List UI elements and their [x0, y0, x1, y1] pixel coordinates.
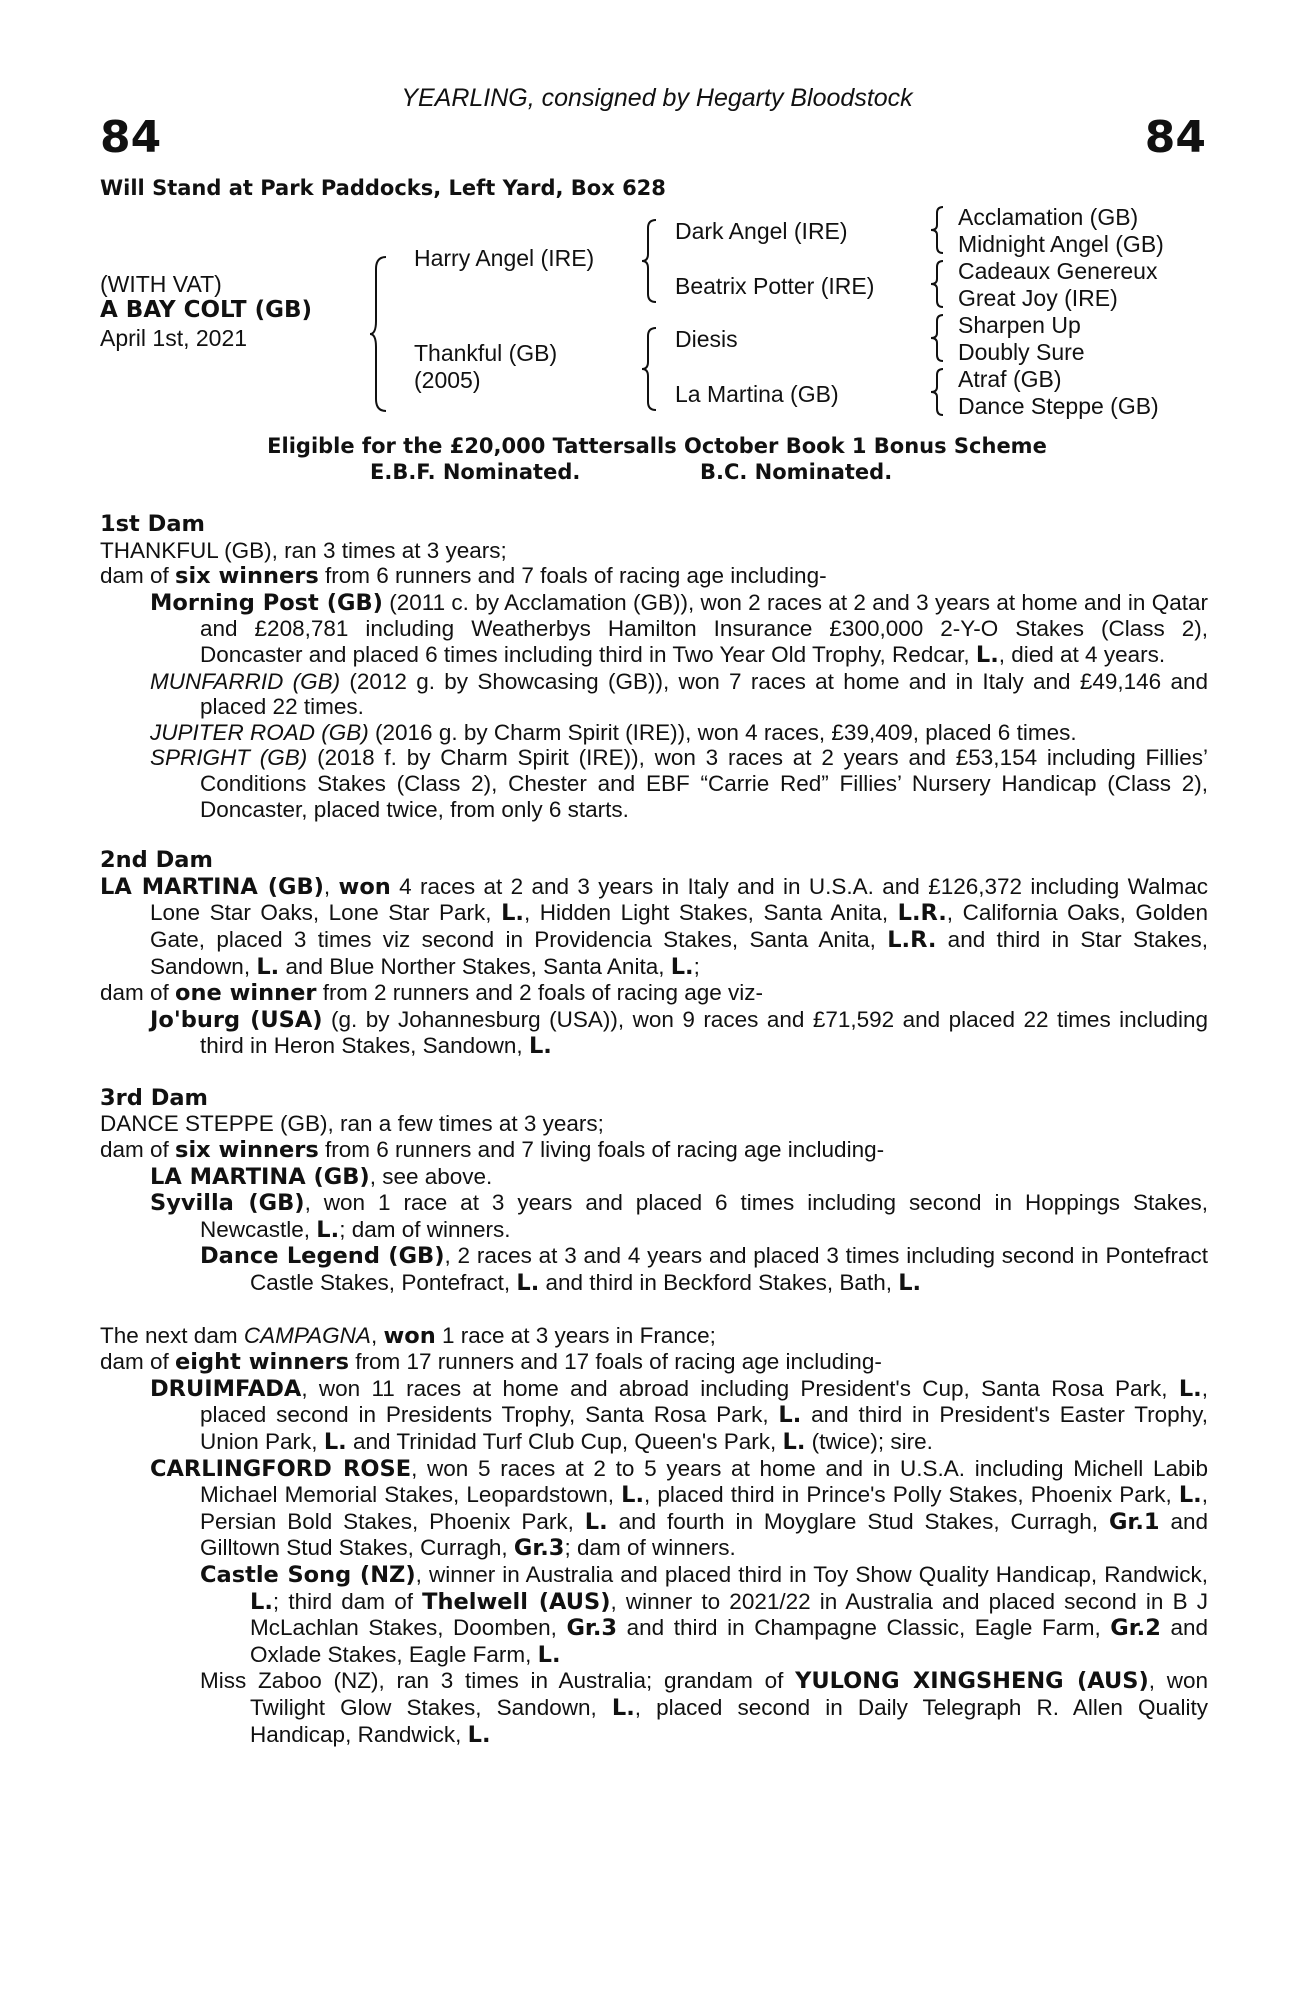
gen4-6: Doubly Sure — [958, 339, 1085, 365]
stabling-line: Will Stand at Park Paddocks, Left Yard, Box 628 — [100, 176, 666, 200]
gen4-4: Great Joy (IRE) — [958, 285, 1118, 311]
produce-druimfada: DRUIMFADA, won 11 races at home and abroad including President's Cup, Santa Rosa Park, L., placed second in Presidents Trophy, Santa Rosa Park, L. and third in President's Easter Trophy, Union Park, L. and Trinidad Turf Club Cup, Queen's Park, L. (twice); sire. — [150, 1375, 1209, 1455]
second-dam-record: LA MARTINA (GB), won 4 races at 2 and 3 years in Italy and in U.S.A. and £126,372 including Walmac Lone Star Oaks, Lone Star Park, L., Hidden Light Stakes, Santa Anita, L.R., California Oaks, Golden Gate, placed 3 times viz second in Providencia Stakes, Santa Anita, L.R. and third in Star Stakes, Sandown, L. and Blue Norther Stakes, Santa Anita, L.; — [100, 873, 1209, 980]
second-dam-heading: 2nd Dam — [100, 847, 213, 874]
gen3-sire-dam: Beatrix Potter (IRE) — [675, 273, 875, 299]
brace-g4-1 — [929, 205, 951, 255]
brace-g4-4 — [929, 367, 951, 417]
produce-spright: SPRIGHT (GB) (2018 f. by Charm Spirit (IRE)), won 3 races at 2 years and £53,154 including Fillies’ Conditions Stakes (Class 2), Chester and EBF “Carrie Red” Fillies’ Nursery Handicap (Class 2), Doncaster, placed twice, from only 6 starts. — [150, 745, 1208, 822]
gen4-5: Sharpen Up — [958, 312, 1081, 338]
consignment-line: YEARLING, consigned by Hegarty Bloodstock — [401, 84, 913, 112]
second-dam-produce-summary: dam of one winner from 2 runners and 2 foals of racing age viz- — [100, 980, 763, 1007]
gen4-1: Acclamation (GB) — [958, 204, 1139, 230]
sire-name: Harry Angel (IRE) — [414, 245, 595, 271]
lot-number-left: 84 — [100, 112, 162, 163]
produce-carlingford-rose: CARLINGFORD ROSE, won 5 races at 2 to 5 years at home and in U.S.A. including Michell Labib Michael Memorial Stakes, Leopardstown, L., placed third in Prince's Polly Stakes, Phoenix Park, L., Persian Bold Stakes, Phoenix Park, L. and fourth in Moyglare Stud Stakes, Curragh, Gr.1 and Gilltown Stud Stakes, Curragh, Gr.3; dam of winners. — [150, 1455, 1208, 1562]
produce-munfarrid: MUNFARRID (GB) (2012 g. by Showcasing (GB)), won 7 races at home and in Italy and £49,146 and placed 22 times. — [150, 668, 1208, 720]
gen4-3: Cadeaux Genereux — [958, 258, 1158, 284]
produce-jupiter-road: JUPITER ROAD (GB) (2016 g. by Charm Spirit (IRE)), won 4 races, £39,409, placed 6 times. — [150, 719, 1077, 745]
brace-gen1 — [368, 255, 396, 413]
dam-year: (2005) — [414, 367, 481, 393]
brace-dam — [640, 326, 666, 412]
lot-number-right: 84 — [1144, 112, 1206, 163]
dam-name: Thankful (GB) — [414, 340, 558, 366]
third-dam-line: DANCE STEPPE (GB), ran a few times at 3 years; — [100, 1111, 604, 1137]
brace-g4-3 — [929, 313, 951, 363]
gen4-7: Atraf (GB) — [958, 366, 1062, 392]
gen3-sire-sire: Dark Angel (IRE) — [675, 218, 848, 244]
vat-note: (WITH VAT) — [100, 271, 222, 297]
third-dam-produce-summary: dam of six winners from 6 runners and 7 living foals of racing age including- — [100, 1137, 885, 1164]
first-dam-line: THANKFUL (GB), ran 3 times at 3 years; — [100, 537, 507, 563]
produce-la-martina: LA MARTINA (GB), see above. — [150, 1163, 493, 1190]
gen4-2: Midnight Angel (GB) — [958, 231, 1164, 257]
first-dam-heading: 1st Dam — [100, 511, 205, 537]
produce-joburg: Jo'burg (USA) (g. by Johannesburg (USA)), won 9 races and £71,592 and placed 22 times including third in Heron Stakes, Sandown, L. — [150, 1006, 1208, 1060]
produce-morning-post: Morning Post (GB) (2011 c. by Acclamation (GB)), won 2 races at 2 and 3 years at home and in Qatar and £208,781 including Weatherbys Hamilton Insurance £300,000 2-Y-O Stakes (Class 2), Doncaster and placed 6 times including third in Two Year Old Trophy, Redcar, L., died at 4 years. — [150, 589, 1209, 668]
brace-g4-2 — [929, 259, 951, 309]
brace-sire — [640, 218, 666, 304]
produce-syvilla: Syvilla (GB), won 1 race at 3 years and placed 6 times including second in Hoppings Stakes, Newcastle, L.; dam of winners. — [150, 1190, 1208, 1243]
bc-nomination: B.C. Nominated. — [700, 460, 893, 484]
gen3-dam-sire: Diesis — [675, 326, 738, 352]
gen3-dam-dam: La Martina (GB) — [675, 381, 839, 407]
foaling-date: April 1st, 2021 — [100, 325, 248, 351]
next-dam-line: The next dam CAMPAGNA, won 1 race at 3 years in France; — [100, 1322, 716, 1349]
lot-subject-name: A BAY COLT (GB) — [100, 297, 313, 323]
produce-dance-legend: Dance Legend (GB), 2 races at 3 and 4 years and placed 3 times including second in Pontefract Castle Stakes, Pontefract, L. and third in Beckford Stakes, Bath, L. — [200, 1243, 1209, 1297]
bonus-scheme: Eligible for the £20,000 Tattersalls October Book 1 Bonus Scheme — [267, 434, 1047, 458]
first-dam-produce-summary: dam of six winners from 6 runners and 7 foals of racing age including- — [100, 563, 827, 590]
next-dam-produce-summary: dam of eight winners from 17 runners and 17 foals of racing age including- — [100, 1349, 882, 1376]
produce-castle-song: Castle Song (NZ), winner in Australia and placed third in Toy Show Quality Handicap, Randwick, L.; third dam of Thelwell (AUS), winner to 2021/22 in Australia and placed second in B J McLachlan Stakes, Doomben, Gr.3 and third in Champagne Classic, Eagle Farm, Gr.2 and Oxlade Stakes, Eagle Farm, L. — [200, 1561, 1209, 1668]
produce-miss-zaboo: Miss Zaboo (NZ), ran 3 times in Australia; grandam of YULONG XINGSHENG (AUS), won Twilight Glow Stakes, Sandown, L., placed second in Daily Telegraph R. Allen Quality Handicap, Randwick, L. — [200, 1668, 1209, 1748]
third-dam-heading: 3rd Dam — [100, 1084, 208, 1111]
catalogue-body — [100, 512, 1208, 1748]
gen4-8: Dance Steppe (GB) — [958, 393, 1159, 419]
ebf-nomination: E.B.F. Nominated. — [370, 460, 581, 484]
